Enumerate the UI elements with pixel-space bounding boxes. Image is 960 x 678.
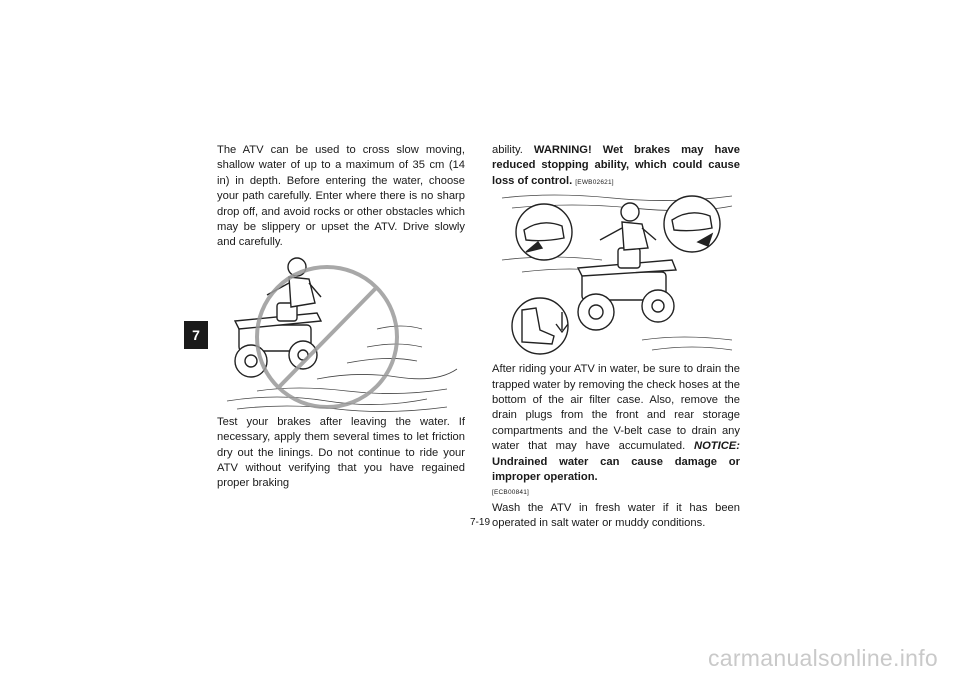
notice-code: [ECB00841]	[492, 489, 530, 497]
warning-paragraph	[492, 143, 740, 190]
brake-drying-icon	[492, 190, 740, 362]
notice-text: Undrained water can cause damage or improper operation.	[492, 455, 740, 484]
page-number: 7-19	[469, 517, 490, 528]
wet-brakes-warning: WARNING! Wet brakes may have reduced stopping ability, which could cause loss of control.	[492, 144, 741, 187]
chapter-tab: 7	[184, 321, 208, 349]
notice-label: NOTICE:	[694, 440, 740, 453]
drain-water-paragraph	[492, 362, 740, 485]
right-column	[492, 143, 740, 532]
drain-water-text: After riding your ATV in water, be sure to drain the trapped water by removing the check hoses at the bottom of the air filter case. Also, remove the drain plugs from the front and rear storage compartments and the V-belt case to drain any water that may have accumulated.	[492, 363, 740, 453]
continued-text: ability.	[492, 144, 523, 156]
warning-code: [EWB02621]	[575, 178, 614, 186]
test-brakes-paragraph: Test your brakes after leaving the water. If necessary, apply them several times to let friction dry out the linings. Do not continue to ride your ATV without verifying that you have regained proper braking	[217, 415, 465, 490]
watermark: carmanualsonline.info	[707, 645, 938, 671]
left-column	[217, 143, 465, 492]
atv-water-prohibited-icon	[217, 251, 465, 415]
wash-paragraph: Wash the ATV in fresh water if it has been operated in salt water or muddy conditions.	[492, 501, 740, 530]
water-crossing-paragraph: The ATV can be used to cross slow moving, shallow water of up to a maximum of 35 cm (14 in) in depth. Before entering the water, choose your path carefully. Enter where there is no sharp drop off, and avoid rocks or other obstacles which may be slippery or upset the ATV. Drive slowly and carefully.	[217, 144, 465, 249]
